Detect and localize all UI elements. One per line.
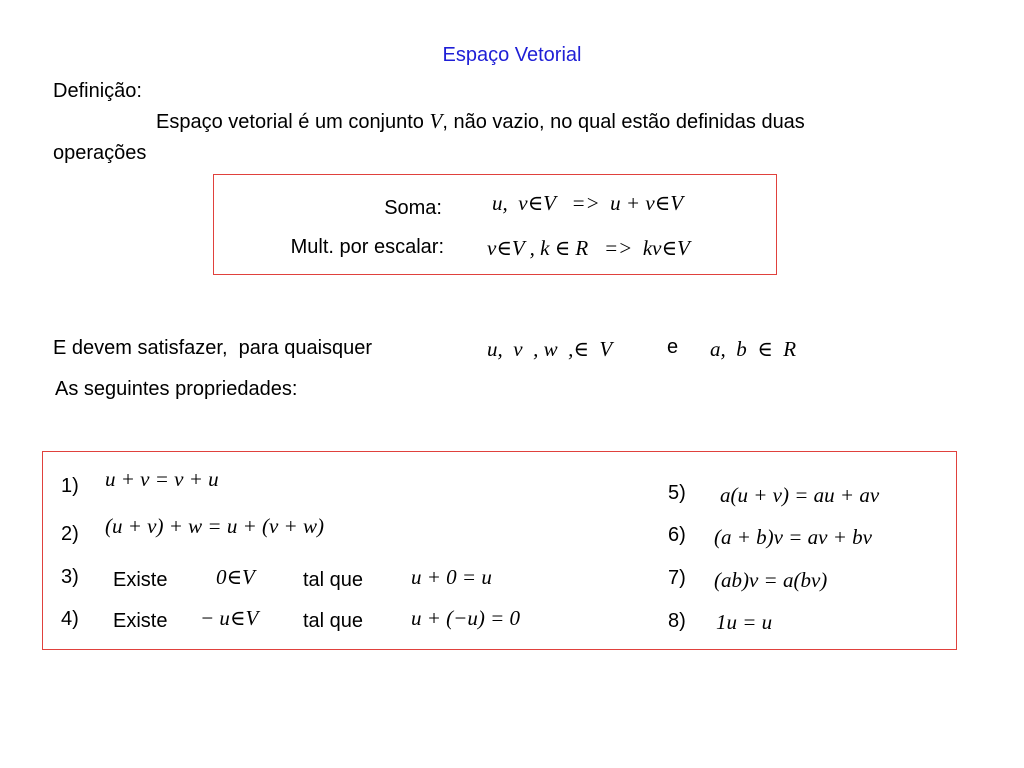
scalar-mult-formula: v∈V , k ∈ R => kv∈V: [487, 236, 690, 260]
definition-text: [156, 109, 805, 134]
conditions-text: E devem satisfazer, para quaisquer: [53, 337, 373, 359]
property-number: 7): [668, 567, 686, 589]
scalars-formula: a, b ∈ R: [710, 337, 797, 361]
vectors-formula: u, v , w ,∈ V: [487, 337, 613, 361]
page-title: Espaço Vetorial: [442, 44, 582, 66]
properties-heading: As seguintes propriedades:: [55, 378, 298, 400]
property-formula: u + v = v + u: [105, 467, 219, 491]
property-number: 6): [668, 524, 686, 546]
definition-text-line2: operações: [53, 142, 147, 164]
property-element: − u∈V: [200, 606, 259, 630]
property-number: 2): [61, 523, 79, 545]
property-formula: (a + b)v = av + bv: [714, 525, 872, 549]
property-tal-que: tal que: [303, 569, 364, 591]
property-number: 4): [61, 608, 79, 630]
property-tal-que: tal que: [303, 610, 364, 632]
property-formula: a(u + v) = au + av: [720, 483, 880, 507]
definition-text-after: , não vazio, no qual estão definidas duas: [442, 111, 805, 133]
definition-text-before: Espaço vetorial é um conjunto: [156, 111, 424, 133]
definition-set-symbol: V: [429, 109, 443, 133]
property-formula: u + (−u) = 0: [411, 606, 520, 630]
property-formula: (ab)v = a(bv): [714, 568, 828, 592]
property-number: 8): [668, 610, 686, 632]
property-number: 1): [61, 475, 79, 497]
property-number: 5): [668, 482, 686, 504]
property-existe: Existe: [113, 610, 168, 632]
conditions-connector: e: [667, 336, 679, 358]
property-existe: Existe: [113, 569, 168, 591]
scalar-mult-label: Mult. por escalar:: [290, 236, 444, 258]
sum-formula: u, v∈V => u + v∈V: [492, 191, 684, 215]
definition-heading: Definição:: [53, 80, 142, 102]
property-formula: 1u = u: [716, 610, 773, 634]
property-element: 0∈V: [216, 565, 255, 589]
sum-label: Soma:: [384, 197, 442, 219]
property-formula: u + 0 = u: [411, 565, 492, 589]
property-formula: (u + v) + w = u + (v + w): [105, 514, 324, 538]
property-number: 3): [61, 566, 79, 588]
